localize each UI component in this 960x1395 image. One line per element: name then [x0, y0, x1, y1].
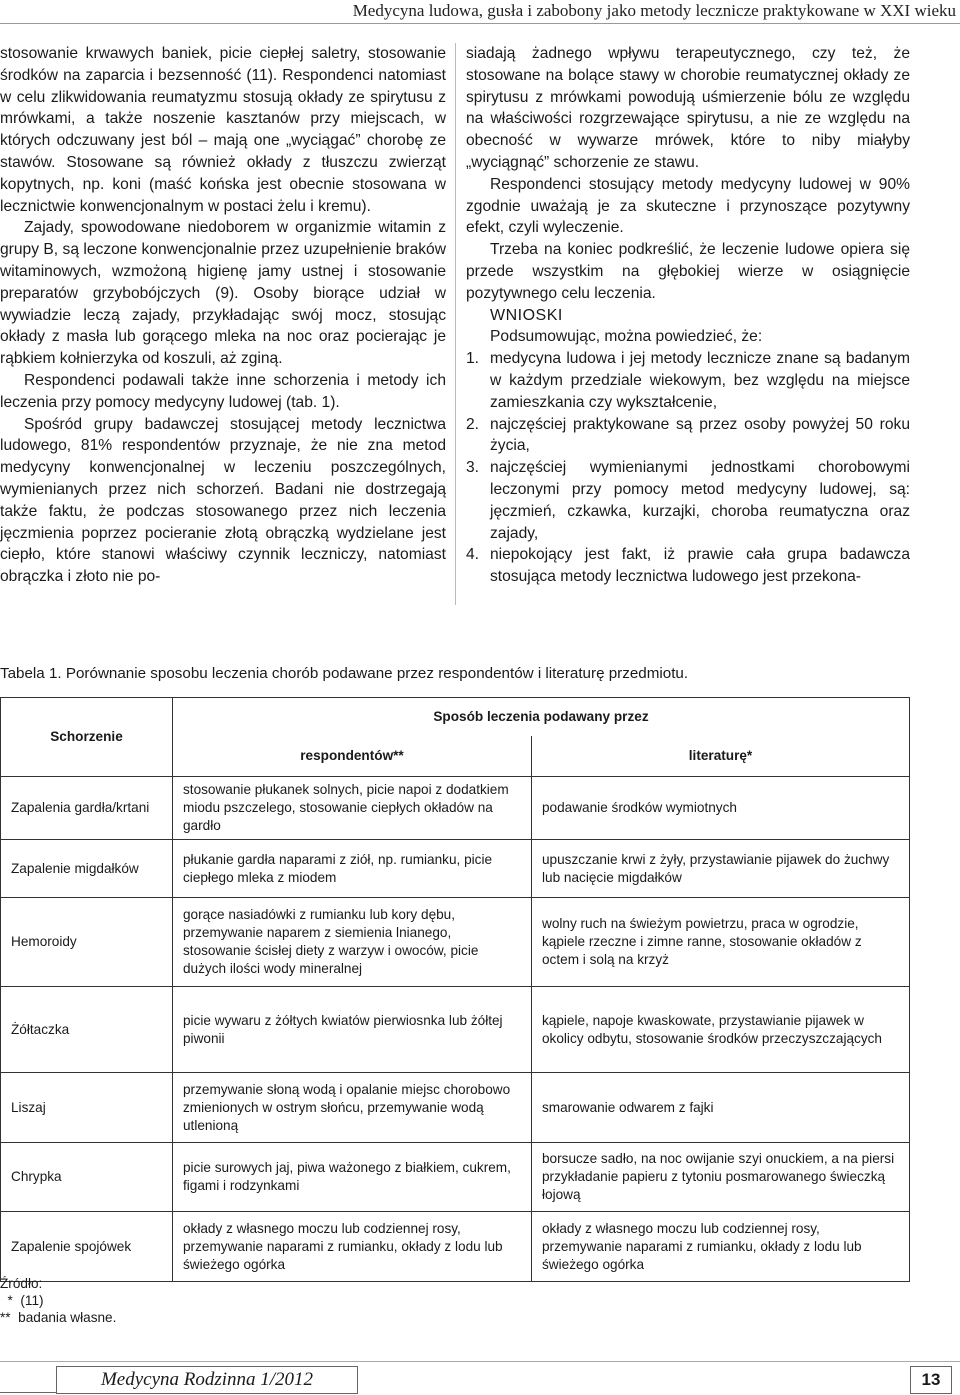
header-method: Sposób leczenia podawany przez: [173, 698, 910, 737]
table-row: [1, 1212, 910, 1282]
source-label: Źródło:: [0, 1276, 43, 1291]
running-head: Medycyna ludowa, gusła i zabobony jako metody lecznicze praktykowane w XXI wieku: [352, 1, 956, 20]
table-caption: Tabela 1. Porównanie sposobu leczenia chorób podawane przez respondentów i literaturę przedmiotu.: [0, 665, 689, 682]
cell-respondents: picie surowych jaj, piwa ważonego z białkiem, cukrem, figami i rodzynkami: [173, 1143, 532, 1212]
cell-literature: upuszczanie krwi z żyły, przystawianie pijawek do żuchwy lub nacięcie migdałków: [532, 840, 910, 898]
cell-respondents: stosowanie płukanek solnych, picie napoi z dodatkiem miodu pszczelego, stosowanie ciepłych okładów na gardło: [173, 777, 532, 840]
cell-respondents: płukanie gardła naparami z ziół, np. rumianku, picie ciepłego mleka z miodem: [173, 840, 532, 898]
cell-respondents: okłady z własnego moczu lub codziennej rosy, przemywanie naparami z rumianku, okłady z lodu lub świeżego ogórka: [173, 1212, 532, 1282]
cell-disease: Chrypka: [1, 1143, 173, 1212]
list-item: [466, 544, 910, 588]
left-paragraph-3: Respondenci podawali także inne schorzenia i metody ich leczenia przy pomocy medycyny ludowej (tab. 1).: [0, 371, 446, 411]
list-text: najczęściej wymienianymi jednostkami chorobowymi leczonymi przy pomocy metod medycyny ludowej, są: jęczmień, czkawka, kurzajki, choroba reumatyczna oraz zajady,: [490, 459, 910, 542]
right-paragraph-1: siadają żadnego wpływu terapeutycznego, czy też, że stosowane na bolące stawy w chorobie reumatycznej okłady ze spirytusu z mrówkami powodują uśmierzenie bólu ze względu na właściwości rozgrzewające spirytusu, a nie ze względu na obecność w wywarze mrówek, które to niby miałyby „wyciągnąć” schorzenie ze stawu.: [466, 45, 910, 171]
section-title-conclusions: WNIOSKI: [490, 306, 563, 324]
list-number: 3.: [466, 459, 480, 477]
right-paragraph-2: Respondenci stosujący metody medycyny ludowej w 90% zgodnie uważają je za skuteczne i przynoszące pozytywny efekt, czyli wyleczenie.: [466, 175, 910, 237]
table-row: [1, 1073, 910, 1143]
table-row: [1, 840, 910, 898]
cell-disease: Hemoroidy: [1, 898, 173, 987]
list-number: 2.: [466, 415, 480, 433]
conclusions-list: [466, 348, 910, 588]
journal-title: Medycyna Rodzinna 1/2012: [56, 1366, 358, 1394]
footer-corner-line: [0, 1366, 56, 1393]
left-paragraph-4: Spośród grupy badawczej stosującej metody lecznictwa ludowego, 81% respondentów przyznaje, że nie zna metod medycyny konwencjonalnej w leczeniu poszczególnych, wymienianych przez nich schorzeń. Badani nie dostrzegają także faktu, że podczas stosowanego przez nich leczenia jęczmienia poprzez pocieranie złotą obrączką wydzielane jest ciepło, które stanowi właściwy czynnik leczniczy, natomiast obrączka i złoto nie po-: [0, 415, 446, 586]
cell-literature: podawanie środków wymiotnych: [532, 777, 910, 840]
list-number: 4.: [466, 546, 480, 564]
list-item: [466, 348, 910, 413]
cell-literature: wolny ruch na świeżym powietrzu, praca w ogrodzie, kąpiele rzeczne i zimne ranne, stosowanie okładów z octem i solą na krzyż: [532, 898, 910, 987]
table-source: [0, 1275, 116, 1326]
conclusions-intro: Podsumowując, można powiedzieć, że:: [490, 328, 763, 346]
table-row: [1, 987, 910, 1073]
list-item: [466, 457, 910, 544]
right-column: [466, 43, 910, 588]
source-line-1: * (11): [0, 1293, 44, 1308]
table-row: [1, 777, 910, 840]
list-text: medycyna ludowa i jej metody lecznicze znane są badanym w każdym przedziale wiekowym, bez względu na miejsce zamieszkania czy wykształcenie,: [490, 350, 910, 411]
cell-disease: Zapalenie spojówek: [1, 1212, 173, 1282]
cell-respondents: picie wywaru z żółtych kwiatów pierwiosnka lub żółtej piwonii: [173, 987, 532, 1073]
comparison-table: [0, 697, 910, 1282]
header-disease: Schorzenie: [1, 698, 173, 777]
table-row: [1, 898, 910, 987]
cell-respondents: gorące nasiadówki z rumianku lub kory dębu, przemywanie naparem z siemienia lnianego, stosowanie ścisłej diety z warzyw i owoców, picie dużych ilości wody mineralnej: [173, 898, 532, 987]
header-literature: literaturę*: [532, 736, 910, 777]
left-column: [0, 43, 446, 588]
list-text: najczęściej praktykowane są przez osoby powyżej 50 roku życia,: [490, 415, 910, 455]
right-paragraph-3: Trzeba na koniec podkreślić, że leczenie ludowe opiera się przede wszystkim na głębokiej wierze w osiągnięcie pozytywnego celu leczenia.: [466, 241, 910, 302]
cell-literature: kąpiele, napoje kwaskowate, przystawianie pijawek w okolicy odbytu, stosowanie środków przeczyszczających: [532, 987, 910, 1073]
cell-literature: okłady z własnego moczu lub codziennej rosy, przemywanie naparami z rumianku, okłady z lodu lub świeżego ogórka: [532, 1212, 910, 1282]
page-number: 13: [910, 1366, 952, 1394]
cell-disease: Liszaj: [1, 1073, 173, 1143]
cell-literature: smarowanie odwarem z fajki: [532, 1073, 910, 1143]
cell-disease: Zapalenia gardła/krtani: [1, 777, 173, 840]
list-number: 1.: [466, 350, 480, 368]
table-row: [1, 1143, 910, 1212]
column-divider: [455, 43, 456, 605]
left-paragraph-1: stosowanie krwawych baniek, picie ciepłej saletry, stosowanie środków na zaparcia i bezsenność (11). Respondenci natomiast w celu zlikwidowania reumatyzmu stosują okłady ze spirytusu z mrówkami, a także noszenie kasztanów przy miejscach, w których odczuwany jest ból – mają one „wyciągać” chorobę ze stawów. Stosowane są również okłady z tłuszczu zwierząt kopytnych, np. koni (maść końska jest obecnie stosowana w lecznictwie konwencjonalnym w postaci żelu i kremu).: [0, 45, 446, 215]
footer-rule: [0, 1361, 960, 1362]
cell-disease: Żółtaczka: [1, 987, 173, 1073]
list-item: [466, 414, 910, 458]
source-line-2: ** badania własne.: [0, 1310, 117, 1325]
cell-literature: borsucze sadło, na noc owijanie szyi onuckiem, a na piersi przykładanie papieru z tytoniu posmarowanego świeczką łojową: [532, 1143, 910, 1212]
cell-disease: Zapalenie migdałków: [1, 840, 173, 898]
left-paragraph-2: Zajady, spowodowane niedoborem w organizmie witamin z grupy B, są leczone konwencjonalnie przez uzupełnienie braków witaminowych, wzmożoną higienę jamy ustnej i stosowanie preparatów grzybobójczych (9). Osoby biorące udział w wywiadzie leczą zajady, przykładając swój mocz, stosując okłady z masła lub gorącego mleka na noc oraz pocierając je rąbkiem kołnierzyka od koszuli, aż zginą.: [0, 219, 446, 368]
table-header-row: [1, 698, 910, 737]
header-respondents: respondentów**: [173, 736, 532, 777]
cell-respondents: przemywanie słoną wodą i opalanie miejsc chorobowo zmienionych w ostrym słońcu, przemywanie wodą utlenioną: [173, 1073, 532, 1143]
header-rule: [0, 23, 960, 24]
list-text: niepokojący jest fakt, iż prawie cała grupa badawcza stosująca metody lecznictwa ludowego jest przekona-: [490, 546, 910, 586]
